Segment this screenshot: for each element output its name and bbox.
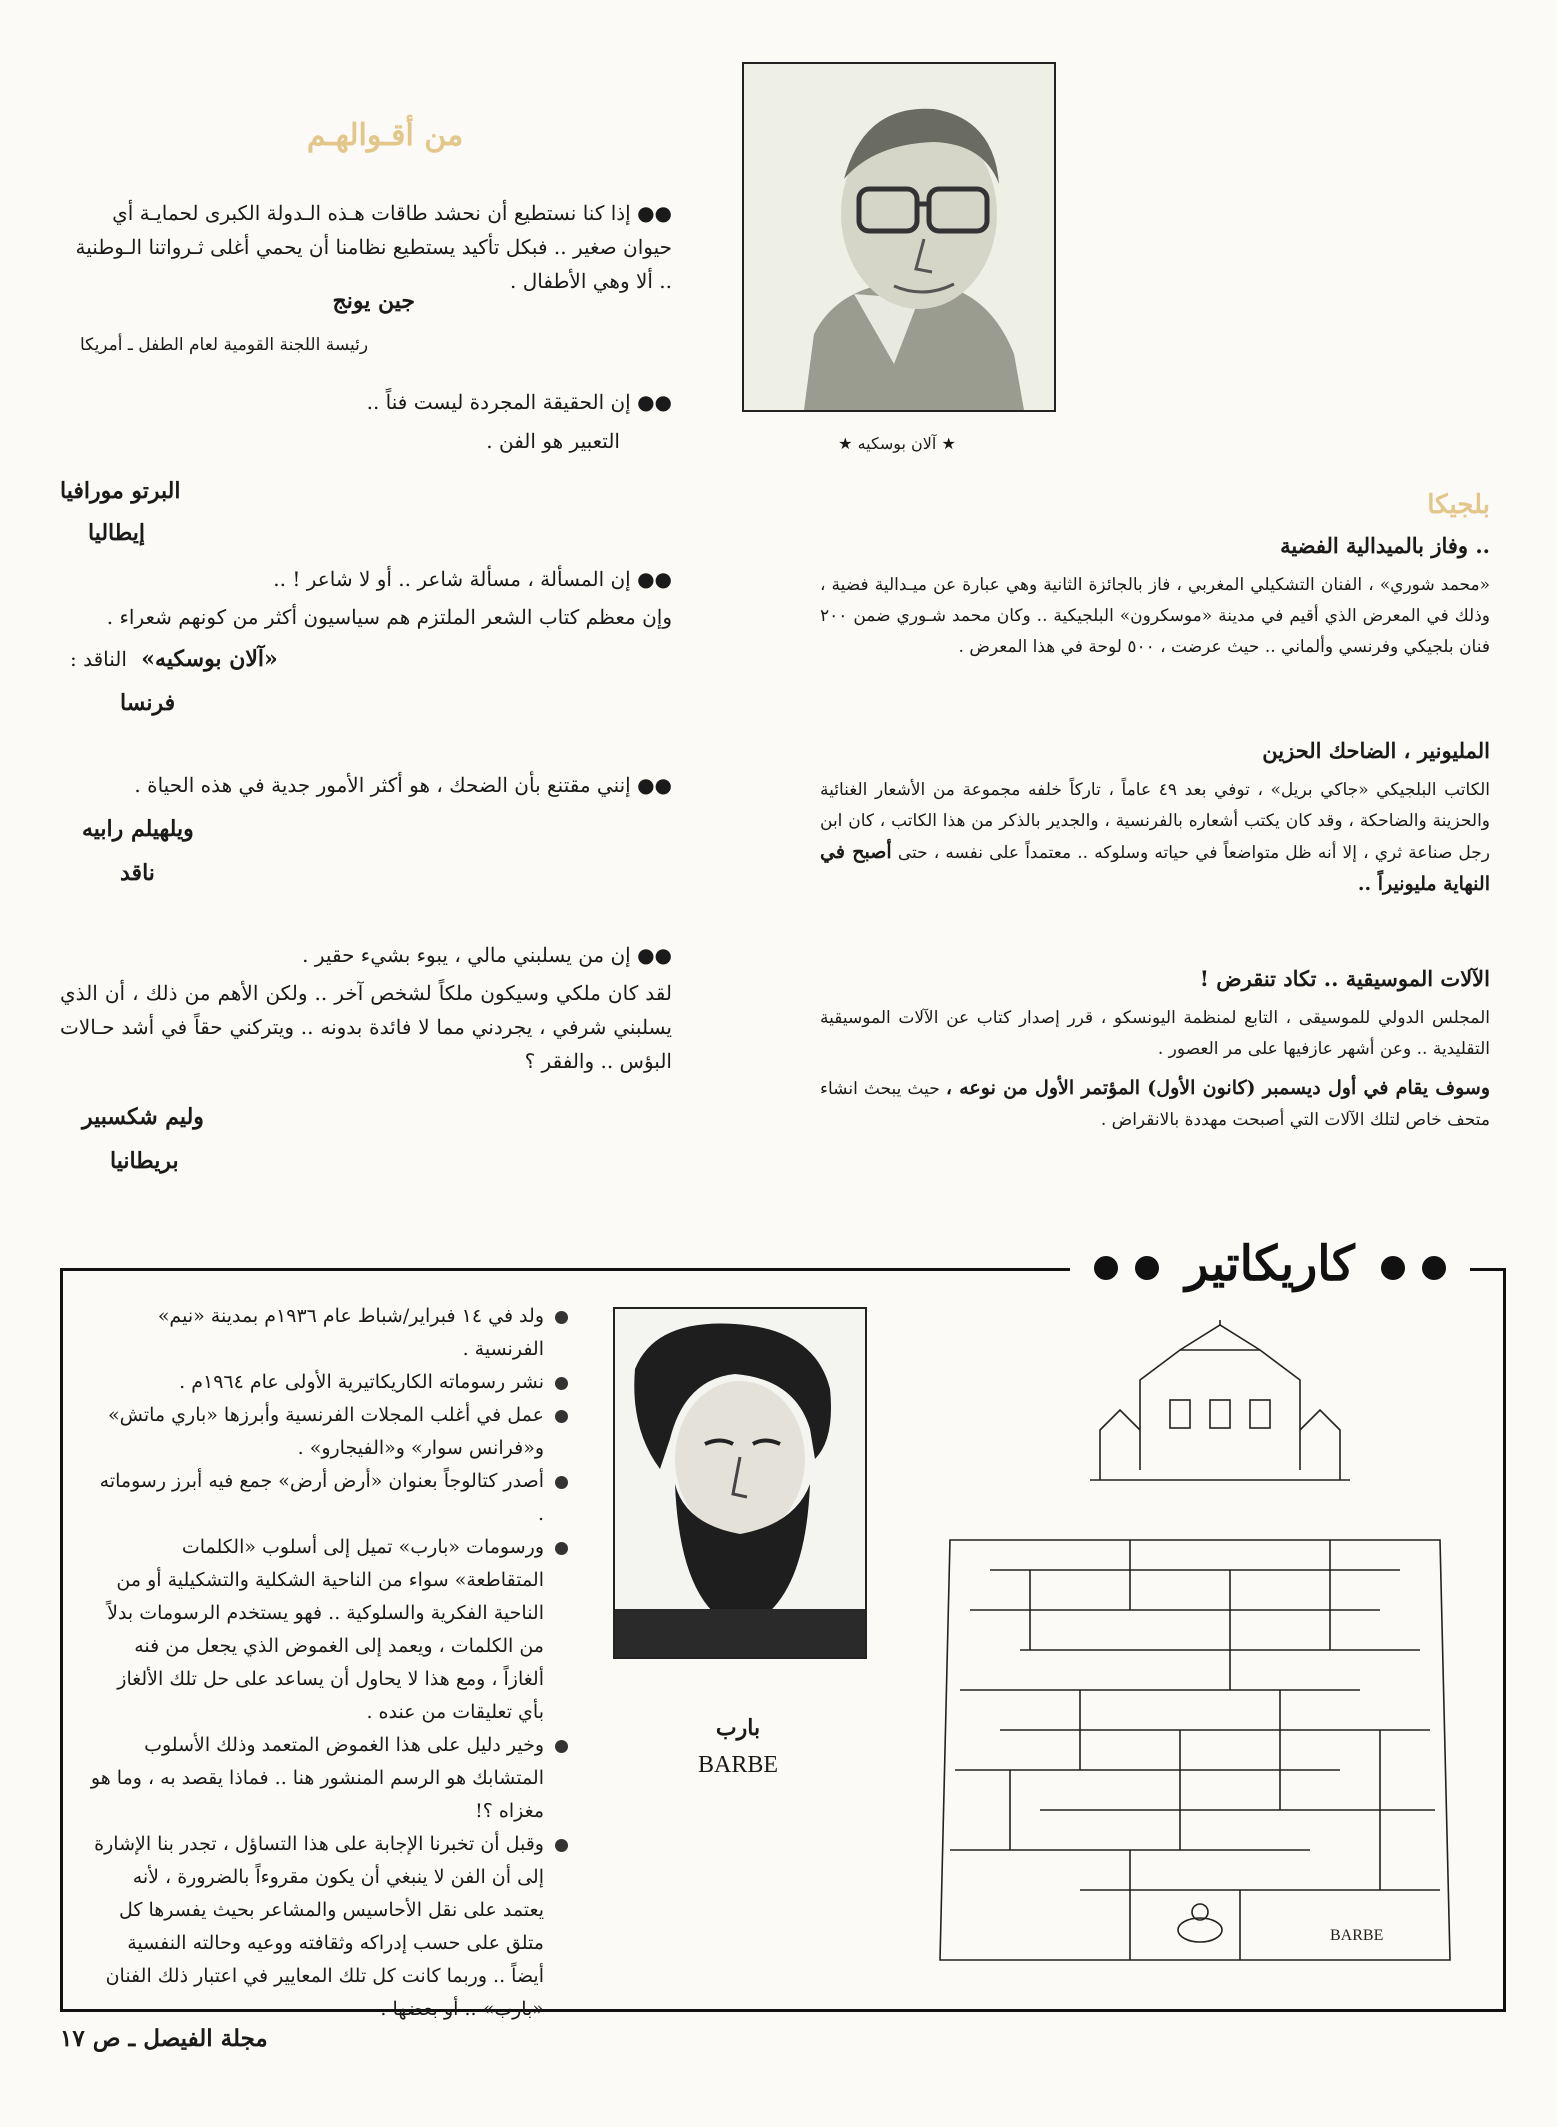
bio-item: أصدر كتالوجاً بعنوان «أرض أرض» جمع فيه أبرز رسوماته . (90, 1465, 570, 1531)
quote-4-text: ●● إنني مقتنع بأن الضحك ، هو أكثر الأمور جدية في هذه الحياة . (134, 773, 672, 797)
news-3-title: الآلات الموسيقية .. تكاد تنقرض ! (1199, 966, 1490, 991)
news-3-body: المجلس الدولي للموسيقى ، التابع لمنظمة اليونسكو ، قرر إصدار كتاب عن الآلات الموسيقية التقليدية .. وعن أشهر عازفيها على مر العصور . (820, 1008, 1490, 1059)
news-1-title: .. وفاز بالميدالية الفضية (1280, 533, 1490, 558)
cartoon-signature: BARBE (1330, 1927, 1384, 1944)
artist-name-ar: بارب (715, 1715, 761, 1741)
quote-3-critic-prefix: الناقد : (70, 647, 127, 671)
news-3-body2-bold: وسوف يقام في أول ديسمبر (كانون الأول) المؤتمر الأول من نوعه ، (945, 1077, 1491, 1099)
artist-name-en: BARBE (697, 1752, 778, 1778)
bio-list (90, 1300, 570, 2026)
bio-item: ورسومات «بارب» تميل إلى أسلوب «الكلمات المتقاطعة» سواء من الناحية الشكلية والتشكيلية أو من الناحية الفكرية والسلوكية .. فهو يستخدم الرسومات بدلاً من الكلمات ، ويعمد إلى الغموض الذي يجعل من فنه ألغازاً ، ومع هذا لا يحاول أن يساعد على حل تلك الألغاز بأي تعليقات من عنده . (90, 1531, 570, 1729)
bio-item: عمل في أغلب المجلات الفرنسية وأبرزها «باري ماتش» و«فرانس سوار» و«الفيجارو» . (90, 1399, 570, 1465)
quote-1-body: ●● إذا كنا نستطيع أن نحشد طاقات هـذه الـدولة الكبرى لحمايـة أي حيوان صغير .. فبكل تأكيد يستطيع نظامنا أن يحمي أغلى ثـرواتنا الـوطنية .. ألا وهي الأطفال . (75, 201, 672, 293)
quote-2-country: إيطاليا (88, 520, 146, 546)
news-3-body2 (820, 1073, 1490, 1136)
quote-1-role: رئيسة اللجنة القومية لعام الطفل ـ أمريكا (80, 335, 369, 355)
quote-5-line2: لقد كان ملكي وسيكون ملكاً لشخص آخر .. ولكن الأهم من ذلك ، أن الذي يسلبني شرفي ، يجردني مما لا فائدة بدونه .. ويتركني حقاً في أشد حـالات البؤس .. والفقر ؟ (60, 981, 672, 1073)
quote-2-line2: التعبير هو الفن . (486, 429, 620, 453)
bio-item: وقبل أن تخبرنا الإجابة على هذا التساؤل ، تجدر بنا الإشارة إلى أن الفن لا ينبغي أن يكون مقروءاً بالضرورة ، لأنه يعتمد على نقل الأحاسيس والمشاعر بحيث يفسرها كل متلق على حسب إدراكه وثقافته ووعيه وحالته النفسية أيضاً .. وربما كانت كل تلك المعايير في اعتبار ذلك الفنان «بارب» .. أو بعضها . (90, 1828, 570, 2026)
news-1-body: «محمد شوري» ، الفنان التشكيلي المغربي ، فاز بالجائزة الثانية وهي عبارة عن ميـدالية فضية ، وذلك في المعرض الذي أقيم في مدينة «موسكرون» البلجيكية .. وكان محمد شـوري ضمن ٢٠٠ فنان بلجيكي وفرنسي وألماني .. حيث عرضت ، ٥٠٠ لوحة في هذا المعرض . (820, 575, 1490, 657)
man-portrait-illustration (744, 64, 1054, 410)
quote-5-author: وليم شكسبير (82, 1104, 204, 1130)
maze-castle-drawing (930, 1320, 1460, 1975)
quote-4-role: ناقد (120, 860, 155, 886)
quote-3-author: «آلان بوسكيه» (141, 646, 278, 672)
bio-item: نشر رسوماته الكاريكاتيرية الأولى عام ١٩٦٤م . (90, 1366, 570, 1399)
news-3-body2-text: حيث يبحث انشاء متحف خاص لتلك الآلات التي أصبحت مهددة بالانقراض . (820, 1079, 1490, 1130)
quote-5-country: بريطانيا (110, 1148, 179, 1174)
quote-3-line1: ●● إن المسألة ، مسألة شاعر .. أو لا شاعر ! .. (273, 567, 672, 591)
news-2-body-bold: أصبح في النهاية مليونيراً .. (820, 841, 1490, 895)
artist-photo-barbe (613, 1307, 867, 1659)
heading-dot-icon (1381, 1256, 1405, 1280)
quote-3-attribution (60, 646, 682, 672)
belgium-heading (1300, 490, 1490, 520)
portrait-photo-bosquet (742, 62, 1056, 412)
quote-1-author: جين يونج (332, 288, 415, 314)
heading-dot-icon (1094, 1256, 1118, 1280)
news-2-title: المليونير ، الضاحك الحزين (1262, 738, 1490, 763)
quote-2-line1: ●● إن الحقيقة المجردة ليست فناً .. (366, 390, 672, 414)
quote-4-author: ويلهيلم رابيه (82, 816, 194, 842)
heading-dot-icon (1135, 1256, 1159, 1280)
caricature-heading-text: كاريكاتير (1185, 1236, 1355, 1292)
quote-3-country: فرنسا (120, 690, 176, 716)
quote-2-author: البرتو مورافيا (60, 478, 181, 504)
caricature-bullets (90, 1300, 570, 2026)
maze-cartoon (930, 1320, 1460, 1975)
heading-dot-icon (1422, 1256, 1446, 1280)
news-2-body (820, 775, 1490, 901)
news-2-body-text: الكاتب البلجيكي «جاكي بريل» ، توفي بعد ٤٩ عاماً ، تاركاً خلفه مجموعة من الأشعار الغنائية والحزينة والضاحكة ، وقد كان يكتب أشعاره بالفرنسية ، والجدير بالذكر من هذا الكاتب ، كان ابن رجل صناعة ثري ، إلا أنه ظل متواضعاً في حياته وسلوكه .. معتمداً على نفسه ، حتى (820, 780, 1491, 863)
quotes-heading: من أقـوالهـم (306, 118, 464, 153)
page-footer: مجلة الفيصل ـ ص ١٧ (60, 2025, 268, 2052)
belgium-heading-text: بلجيكا (1427, 490, 1490, 520)
bearded-man-portrait-illustration (615, 1309, 865, 1657)
bio-item: ولد في ١٤ فبراير/شباط عام ١٩٣٦م بمدينة «نيم» الفرنسية . (90, 1300, 570, 1366)
quote-1-text (60, 196, 672, 298)
portrait-caption: ★ آلان بوسكيه ★ (838, 434, 956, 453)
quote-3-line2: وإن معظم كتاب الشعر الملتزم هم سياسيون أكثر من كونهم شعراء . (106, 605, 672, 629)
quote-5-line1: ●● إن من يسلبني مالي ، يبوء بشيء حقير . (302, 943, 672, 967)
bio-item: وخير دليل على هذا الغموض المتعمد وذلك الأسلوب المتشابك هو الرسم المنشور هنا .. فماذا يقصد به ، وما هو مغزاه ؟! (90, 1729, 570, 1828)
caricature-heading (1070, 1236, 1470, 1292)
